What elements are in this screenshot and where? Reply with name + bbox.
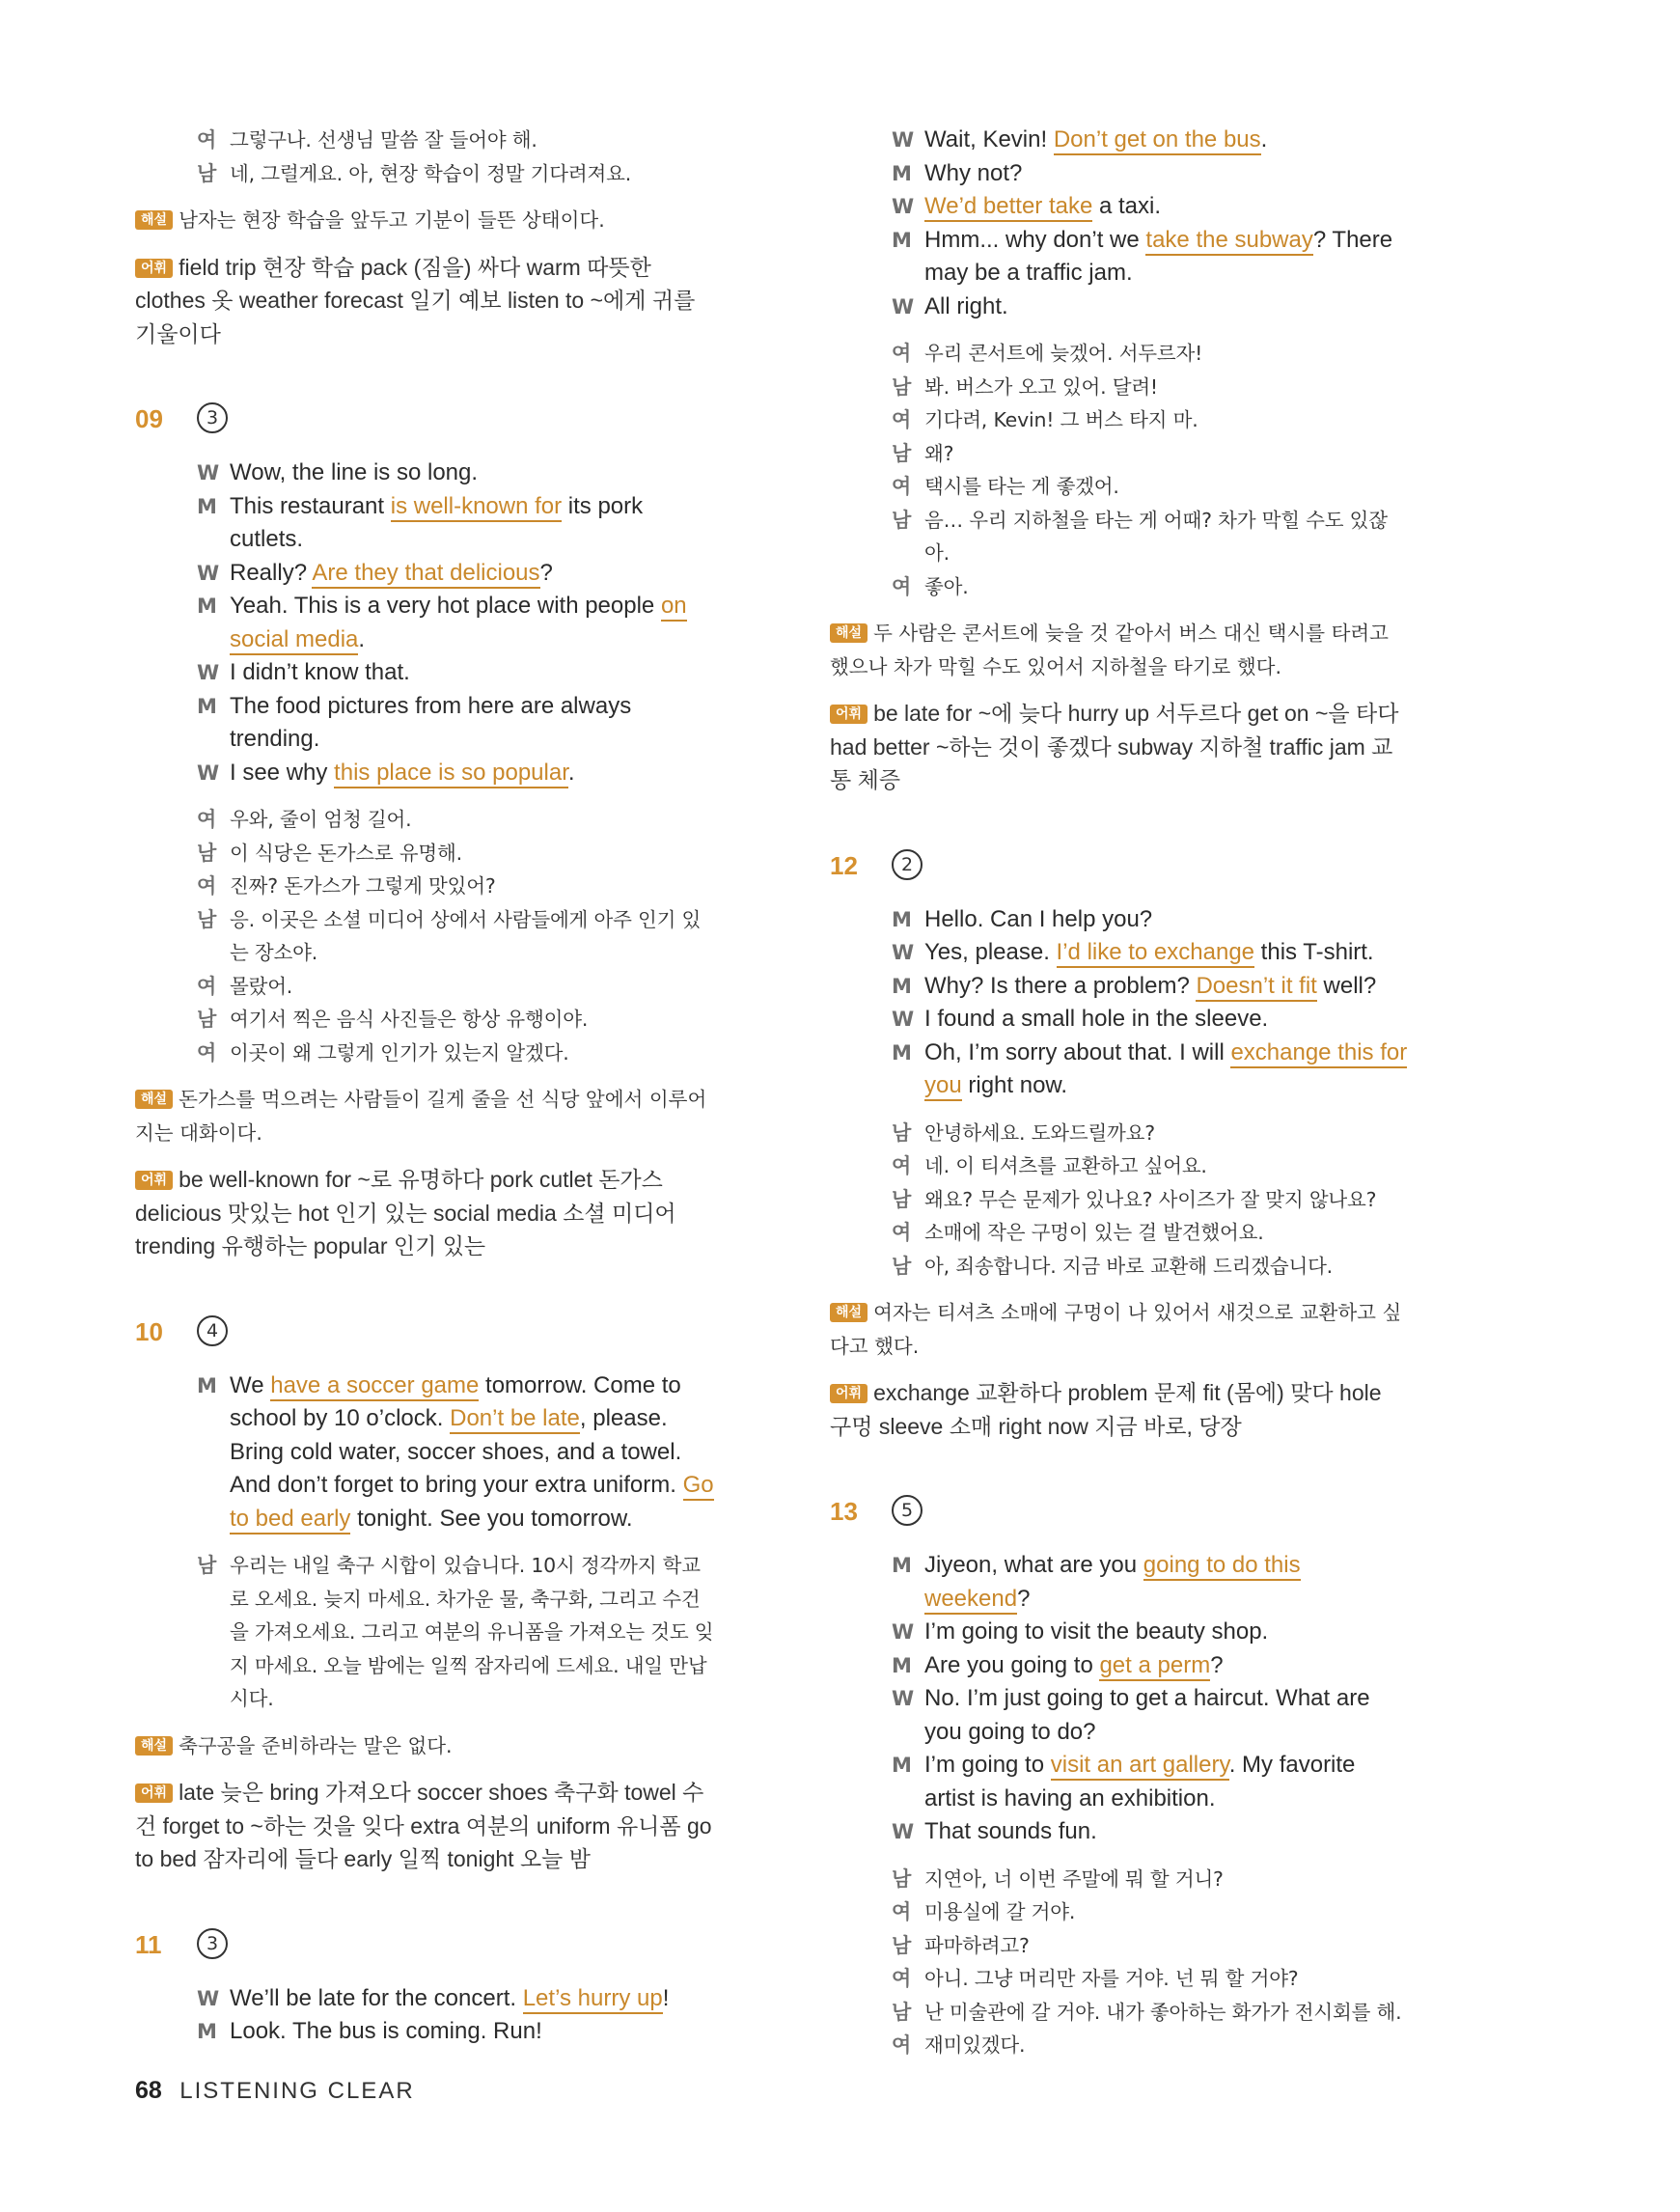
dialogue-line-ko xyxy=(135,903,714,970)
dialogue-line-en xyxy=(135,2015,714,2049)
dialogue-text xyxy=(924,970,1409,1004)
speaker-label: 여 xyxy=(892,1221,912,1244)
speaker-label: W xyxy=(197,661,220,684)
dialogue-line-ko xyxy=(830,437,1409,471)
translation-text: 네. 이 티셔츠를 교환하고 싶어요. xyxy=(924,1154,1207,1177)
question-header xyxy=(135,1930,714,1969)
dialogue-text xyxy=(230,557,714,591)
explanation-tag: 해설 xyxy=(135,210,173,230)
dialogue-text xyxy=(924,1815,1409,1849)
dialogue-line-en xyxy=(830,903,1409,937)
dialogue-line-ko xyxy=(830,1962,1409,1996)
speaker-label: 남 xyxy=(892,1254,912,1278)
dialogue-fragment: well? xyxy=(1316,972,1377,999)
dialogue-fragment: We’ll be late for the concert. xyxy=(230,1984,523,2011)
dialogue-line-en xyxy=(135,1982,714,2016)
dialogue-fragment: Oh, I’m sorry about that. I will xyxy=(924,1038,1231,1065)
translation-text: 재미있겠다. xyxy=(924,2033,1026,2057)
spacer xyxy=(830,323,1409,337)
dialogue-fragment: Hmm... why don’t we xyxy=(924,226,1146,253)
dialogue-line-ko xyxy=(830,1996,1409,2030)
dictation-answer: this place is so popular xyxy=(334,760,568,788)
explanation-note xyxy=(135,1729,714,1763)
dialogue-line-ko xyxy=(135,970,714,1004)
dictation-answer: Doesn’t it fit xyxy=(1196,973,1316,1002)
question-number: 10 xyxy=(135,1316,163,1346)
translation-text: 아니. 그냥 머리만 자를 거야. 넌 뭐 할 거야? xyxy=(924,1967,1299,1990)
dialogue-text xyxy=(924,124,1409,157)
spacer xyxy=(135,1535,714,1549)
dialogue-fragment: No. I’m just going to get a haircut. What are you going to do? xyxy=(924,1685,1370,1745)
dialogue-line-ko xyxy=(830,1216,1409,1250)
right-column xyxy=(830,124,1409,2062)
speaker-label: W xyxy=(892,1820,915,1843)
dictation-answer: I’d like to exchange xyxy=(1057,939,1254,968)
explanation-note xyxy=(830,617,1409,683)
speaker-label: M xyxy=(892,974,912,998)
explanation-text: 두 사람은 콘서트에 늦을 것 같아서 버스 대신 택시를 타려고 했으나 차가 막힐 수도 있어서 지하철을 타기로 했다. xyxy=(830,622,1389,678)
dialogue-text xyxy=(924,190,1409,224)
translation-text: 이곳이 왜 그렇게 인기가 있는지 알겠다. xyxy=(230,1040,569,1065)
speaker-label: 남 xyxy=(892,1187,912,1211)
speaker-label: W xyxy=(197,1986,220,2010)
spacer xyxy=(135,1876,714,1924)
dialogue-line-ko xyxy=(135,1549,714,1716)
dialogue-fragment: Look. The bus is coming. Run! xyxy=(230,2018,542,2044)
dialogue-line-ko xyxy=(135,870,714,903)
dialogue-text xyxy=(924,1682,1409,1749)
left-column xyxy=(135,124,714,2049)
spacer xyxy=(135,1263,714,1312)
speaker-label: 남 xyxy=(892,1933,912,1957)
speaker-label: 여 xyxy=(197,974,217,998)
speaker-label: W xyxy=(892,294,915,318)
dialogue-text xyxy=(924,1037,1409,1103)
dialogue-text xyxy=(230,757,714,790)
dialogue-fragment: this T-shirt. xyxy=(1254,939,1374,965)
dialogue-line-en xyxy=(135,690,714,757)
spacer xyxy=(135,789,714,803)
question-number: 13 xyxy=(830,1497,858,1526)
explanation-note xyxy=(830,1296,1409,1363)
dialogue-line-ko xyxy=(830,1117,1409,1150)
speaker-label: 남 xyxy=(892,1866,912,1891)
translation-text: 응. 이곳은 소셜 미디어 상에서 사람들에게 아주 인기 있는 장소야. xyxy=(230,907,702,964)
vocabulary-tag: 어휘 xyxy=(135,1783,173,1803)
explanation-text: 여자는 티셔츠 소매에 구멍이 나 있어서 새것으로 교환하고 싶다고 했다. xyxy=(830,1301,1402,1358)
speaker-label: 여 xyxy=(892,1967,912,1990)
dialogue-fragment: Are you going to xyxy=(924,1651,1100,1678)
vocabulary-tag: 어휘 xyxy=(135,1171,173,1190)
translation-text: 왜? xyxy=(924,441,954,465)
speaker-label: 남 xyxy=(197,841,217,865)
speaker-label: 남 xyxy=(197,907,217,931)
dictation-answer: going to do this weekend xyxy=(924,1552,1301,1615)
translation-text: 미용실에 갈 거야. xyxy=(924,1900,1076,1923)
spacer xyxy=(135,350,714,399)
dialogue-text xyxy=(230,690,714,757)
speaker-label: W xyxy=(197,760,220,785)
translation-text: 소매에 작은 구멍이 있는 걸 발견했어요. xyxy=(924,1221,1264,1244)
dialogue-line-ko xyxy=(830,470,1409,504)
explanation-tag: 해설 xyxy=(830,1303,868,1322)
dialogue-text xyxy=(924,1616,1409,1649)
speaker-label: W xyxy=(892,1687,915,1710)
dialogue-line-ko xyxy=(135,124,714,157)
answer-choice: 3 xyxy=(197,1928,228,1959)
dialogue-line-ko xyxy=(830,504,1409,570)
dialogue-line-en xyxy=(830,1549,1409,1616)
speaker-label: 남 xyxy=(892,2000,912,2024)
dialogue-line-en xyxy=(830,224,1409,290)
vocabulary-text: exchange 교환하다 problem 문제 fit (몸에) 맞다 hole 구멍 sleeve 소매 right now 지금 바로, 당장 xyxy=(830,1380,1382,1439)
speaker-label: W xyxy=(197,561,220,585)
dialogue-fragment: I’m going to xyxy=(924,1752,1051,1778)
dialogue-fragment: , please. Bring cold water, soccer shoes, and a towel. And don’t forget to bring your extra uniform. xyxy=(230,1405,683,1498)
dialogue-line-ko xyxy=(830,1183,1409,1217)
speaker-label: W xyxy=(892,1620,915,1644)
dialogue-line-en xyxy=(830,190,1409,224)
translation-text: 지연아, 너 이번 주말에 뭐 할 거니? xyxy=(924,1866,1224,1891)
vocabulary-note xyxy=(135,1776,714,1876)
dictation-answer: Go to bed early xyxy=(230,1472,714,1535)
dialogue-line-ko xyxy=(135,1037,714,1070)
dialogue-fragment: . xyxy=(1260,126,1268,152)
dialogue-fragment: . My favorite artist is having an exhibition. xyxy=(924,1752,1356,1811)
dialogue-line-ko xyxy=(830,1863,1409,1896)
explanation-tag: 해설 xyxy=(135,1090,173,1109)
dialogue-line-ko xyxy=(135,157,714,191)
dialogue-fragment: right now. xyxy=(961,1072,1068,1098)
question-header xyxy=(135,1317,714,1356)
translation-text: 좋아. xyxy=(924,574,969,598)
speaker-label: W xyxy=(892,195,915,218)
dictation-answer: is well-known for xyxy=(391,493,562,522)
question-header xyxy=(135,404,714,443)
dialogue-text xyxy=(230,656,714,690)
dialogue-text xyxy=(924,903,1409,937)
dialogue-fragment: We xyxy=(230,1371,271,1398)
translation-text: 아, 죄송합니다. 지금 바로 교환해 드리겠습니다. xyxy=(924,1254,1333,1278)
dialogue-line-en xyxy=(830,290,1409,324)
dialogue-line-ko xyxy=(830,570,1409,604)
dialogue-line-en xyxy=(135,1369,714,1536)
dialogue-line-en xyxy=(830,1616,1409,1649)
spacer xyxy=(830,1443,1409,1491)
speaker-label: M xyxy=(892,228,912,252)
page-number: 68 xyxy=(135,2077,162,2104)
speaker-label: W xyxy=(892,1008,915,1031)
dialogue-line-en xyxy=(830,936,1409,970)
answer-choice: 5 xyxy=(892,1495,923,1526)
dialogue-line-ko xyxy=(830,337,1409,371)
translation-text: 안녕하세요. 도와드릴까요? xyxy=(924,1120,1155,1145)
dialogue-line-ko xyxy=(830,371,1409,404)
translation-text: 봐. 버스가 오고 있어. 달려! xyxy=(924,374,1158,399)
dialogue-line-ko xyxy=(830,1929,1409,1963)
dialogue-text xyxy=(924,1003,1409,1037)
speaker-label: M xyxy=(892,1554,912,1577)
dialogue-text xyxy=(230,590,714,656)
translation-text: 진짜? 돈가스가 그렇게 맛있어? xyxy=(230,874,496,898)
dialogue-fragment: All right. xyxy=(924,292,1008,319)
translation-text: 그렇구나. 선생님 말씀 잘 들어야 해. xyxy=(230,128,537,152)
dialogue-fragment: Hello. Can I help you? xyxy=(924,905,1153,932)
dictation-answer: on social media xyxy=(230,593,687,655)
dialogue-fragment: ! xyxy=(662,1984,670,2011)
speaker-label: M xyxy=(892,1040,912,1065)
dialogue-line-en xyxy=(830,157,1409,191)
explanation-tag: 해설 xyxy=(830,623,868,643)
question-number: 12 xyxy=(830,850,858,880)
dialogue-fragment: its pork cutlets. xyxy=(230,492,644,552)
question-number: 09 xyxy=(135,404,163,433)
dialogue-line-en xyxy=(135,656,714,690)
dialogue-line-ko xyxy=(830,1895,1409,1929)
spacer xyxy=(830,1849,1409,1863)
vocabulary-text: be well-known for ~로 유명하다 pork cutlet 돈가스 delicious 맛있는 hot 인기 있는 social media 소셜 미디어 trending 유행하는 popular 인기 있는 xyxy=(135,1167,676,1258)
spacer xyxy=(830,797,1409,845)
speaker-label: M xyxy=(197,2020,217,2043)
dialogue-text xyxy=(230,1982,714,2016)
book-title: LISTENING CLEAR xyxy=(179,2078,415,2104)
speaker-label: 여 xyxy=(892,574,912,598)
dialogue-fragment: This restaurant xyxy=(230,492,391,519)
speaker-label: M xyxy=(892,1754,912,1777)
translation-text: 기다려, Kevin! 그 버스 타지 마. xyxy=(924,408,1198,431)
speaker-label: 남 xyxy=(892,374,912,399)
dialogue-line-en xyxy=(830,970,1409,1004)
question-header xyxy=(830,1497,1409,1535)
dialogue-fragment: ? xyxy=(1210,1651,1224,1678)
speaker-label: 남 xyxy=(197,1554,217,1577)
dialogue-line-en xyxy=(135,590,714,656)
dialogue-fragment: Yeah. This is a very hot place with people xyxy=(230,593,661,619)
vocabulary-tag: 어휘 xyxy=(830,705,868,724)
speaker-label: 남 xyxy=(197,1008,217,1031)
dictation-answer: get a perm xyxy=(1099,1652,1210,1681)
speaker-label: 남 xyxy=(892,441,912,465)
dialogue-line-en xyxy=(830,124,1409,157)
dictation-answer: Don’t get on the bus xyxy=(1054,126,1261,155)
speaker-label: 여 xyxy=(892,1900,912,1923)
speaker-label: W xyxy=(892,941,915,964)
speaker-label: M xyxy=(197,1373,217,1397)
explanation-text: 돈가스를 먹으려는 사람들이 길게 줄을 선 식당 앞에서 이루어지는 대화이다. xyxy=(135,1088,707,1145)
translation-text: 몰랐어. xyxy=(230,974,293,998)
dialogue-text xyxy=(924,290,1409,324)
dialogue-fragment: I didn’t know that. xyxy=(230,659,410,685)
vocabulary-text: be late for ~에 늦다 hurry up 서두르다 get on ~을 타다 had better ~하는 것이 좋겠다 subway 지하철 traffic jam 교통 체증 xyxy=(830,701,1399,792)
speaker-label: M xyxy=(892,161,912,185)
question-number: 11 xyxy=(135,1929,162,1959)
translation-text: 우와, 줄이 엄청 길어. xyxy=(230,808,412,831)
dialogue-text xyxy=(924,1549,1409,1616)
dialogue-text xyxy=(230,2015,714,2049)
explanation-note xyxy=(135,204,714,237)
explanation-tag: 해설 xyxy=(135,1736,173,1756)
dialogue-fragment: ? xyxy=(539,559,553,586)
dictation-answer: have a soccer game xyxy=(270,1372,479,1401)
dialogue-line-en xyxy=(830,1815,1409,1849)
dialogue-fragment: Why not? xyxy=(924,159,1023,186)
dictation-answer: take the subway xyxy=(1145,227,1312,256)
translation-text: 우리는 내일 축구 시합이 있습니다. 10시 정각까지 학교로 오세요. 늦지 마세요. 차가운 물, 축구화, 그리고 수건을 가져오세요. 그리고 여분의 유니폼을 가져오는 것도 잊지 마세요. 오늘 밤에는 일찍 잠자리에 드세요. 내일 만납시다. xyxy=(230,1554,714,1710)
dictation-answer: Don’t be late xyxy=(450,1405,580,1434)
dialogue-fragment: Wait, Kevin! xyxy=(924,126,1054,152)
speaker-label: 남 xyxy=(197,161,217,185)
speaker-label: 여 xyxy=(892,2033,912,2057)
question-header xyxy=(830,851,1409,890)
speaker-label: 여 xyxy=(197,874,217,898)
speaker-label: 여 xyxy=(197,808,217,831)
speaker-label: 여 xyxy=(892,475,912,498)
dialogue-text xyxy=(924,1649,1409,1683)
speaker-label: 여 xyxy=(892,408,912,431)
dialogue-line-en xyxy=(135,557,714,591)
dialogue-line-en xyxy=(830,1037,1409,1103)
translation-text: 이 식당은 돈가스로 유명해. xyxy=(230,841,462,865)
translation-text: 택시를 타는 게 좋겠어. xyxy=(924,475,1119,498)
dialogue-line-ko xyxy=(135,803,714,837)
dialogue-line-en xyxy=(830,1749,1409,1815)
translation-text: 왜요? 무슨 문제가 있나요? 사이즈가 잘 맞지 않나요? xyxy=(924,1187,1377,1211)
dialogue-fragment: I found a small hole in the sleeve. xyxy=(924,1006,1269,1032)
speaker-label: W xyxy=(892,128,915,152)
translation-text: 난 미술관에 갈 거야. 내가 좋아하는 화가가 전시회를 해. xyxy=(924,2000,1402,2024)
dialogue-fragment: a taxi. xyxy=(1092,193,1162,219)
dialogue-fragment: That sounds fun. xyxy=(924,1818,1097,1844)
vocabulary-tag: 어휘 xyxy=(135,259,173,278)
dialogue-line-ko xyxy=(830,1149,1409,1183)
explanation-text: 남자는 현장 학습을 앞두고 기분이 들뜬 상태이다. xyxy=(179,208,605,232)
dialogue-fragment: ? xyxy=(1017,1585,1031,1612)
speaker-label: 여 xyxy=(892,342,912,365)
dialogue-fragment: tonight. See you tomorrow. xyxy=(350,1505,633,1532)
explanation-note xyxy=(135,1083,714,1149)
dialogue-fragment: Really? xyxy=(230,559,313,586)
speaker-label: W xyxy=(197,461,220,484)
dialogue-line-en xyxy=(135,456,714,490)
dialogue-line-en xyxy=(830,1003,1409,1037)
dialogue-text xyxy=(230,490,714,557)
vocabulary-note xyxy=(830,697,1409,797)
answer-choice: 2 xyxy=(892,849,923,880)
speaker-label: M xyxy=(197,594,217,618)
dialogue-text xyxy=(924,936,1409,970)
dialogue-fragment: Why? Is there a problem? xyxy=(924,972,1197,999)
dialogue-text xyxy=(924,224,1409,290)
translation-text: 파마하려고? xyxy=(924,1933,1030,1957)
answer-choice: 3 xyxy=(197,402,228,433)
dialogue-fragment: tomorrow. Come to school by 10 o’clock. xyxy=(230,1371,681,1431)
dialogue-line-en xyxy=(830,1649,1409,1683)
vocabulary-note xyxy=(135,1163,714,1263)
speaker-label: M xyxy=(892,1653,912,1677)
speaker-label: 여 xyxy=(197,1040,217,1065)
dictation-answer: visit an art gallery xyxy=(1051,1752,1229,1781)
explanation-text: 축구공을 준비하라는 말은 없다. xyxy=(179,1733,453,1757)
speaker-label: 여 xyxy=(197,128,217,152)
dialogue-line-ko xyxy=(830,403,1409,437)
dialogue-fragment: ? There may be a traffic jam. xyxy=(924,226,1393,286)
dialogue-line-ko xyxy=(830,1250,1409,1284)
translation-text: 네, 그럴게요. 아, 현장 학습이 정말 기다려져요. xyxy=(230,161,632,185)
dialogue-fragment: Jiyeon, what are you xyxy=(924,1552,1143,1578)
speaker-label: M xyxy=(197,494,217,518)
dialogue-fragment: . xyxy=(567,759,575,786)
dialogue-line-ko xyxy=(830,2029,1409,2062)
spacer xyxy=(830,1103,1409,1117)
dialogue-text xyxy=(924,1749,1409,1815)
vocabulary-note xyxy=(830,1376,1409,1443)
vocabulary-text: field trip 현장 학습 pack (짐을) 싸다 warm 따뜻한 clothes 옷 weather forecast 일기 예보 listen to ~에게 귀를 기울이다 xyxy=(135,254,696,346)
dictation-answer: Are they that delicious xyxy=(312,560,539,589)
vocabulary-text: late 늦은 bring 가져오다 soccer shoes 축구화 towel 수건 forget to ~하는 것을 잊다 extra 여분의 uniform 유니폼 go to bed 잠자리에 들다 early 일찍 tonight 오늘 밤 xyxy=(135,1780,712,1871)
dialogue-line-ko xyxy=(135,837,714,871)
page-footer xyxy=(135,2077,415,2105)
dialogue-fragment: The food pictures from here are always trending. xyxy=(230,692,632,752)
dialogue-fragment: I see why xyxy=(230,759,335,786)
dialogue-text xyxy=(924,157,1409,191)
dialogue-text xyxy=(230,1369,714,1536)
dialogue-line-en xyxy=(830,1682,1409,1749)
translation-text: 우리 콘서트에 늦겠어. 서두르자! xyxy=(924,342,1203,365)
dialogue-line-en xyxy=(135,757,714,790)
dictation-answer: We’d better take xyxy=(924,193,1092,222)
dialogue-fragment: . xyxy=(358,625,366,652)
dictation-answer: exchange this for you xyxy=(924,1039,1407,1102)
speaker-label: 남 xyxy=(892,508,912,532)
dialogue-fragment: Wow, the line is so long. xyxy=(230,459,479,485)
translation-text: 음… 우리 지하철을 타는 게 어때? 차가 막힐 수도 있잖아. xyxy=(924,508,1388,565)
translation-text: 여기서 찍은 음식 사진들은 항상 유행이야. xyxy=(230,1008,589,1031)
dialogue-fragment: Yes, please. xyxy=(924,939,1057,965)
vocabulary-tag: 어휘 xyxy=(830,1384,868,1403)
speaker-label: 여 xyxy=(892,1154,912,1177)
speaker-label: M xyxy=(892,907,912,931)
speaker-label: 남 xyxy=(892,1120,912,1145)
dialogue-line-ko xyxy=(135,1003,714,1037)
dialogue-fragment: I’m going to visit the beauty shop. xyxy=(924,1618,1269,1645)
answer-choice: 4 xyxy=(197,1315,228,1346)
dictation-answer: Let’s hurry up xyxy=(523,1985,663,2014)
vocabulary-note xyxy=(135,251,714,351)
speaker-label: M xyxy=(197,694,217,718)
dialogue-line-en xyxy=(135,490,714,557)
dialogue-text xyxy=(230,456,714,490)
